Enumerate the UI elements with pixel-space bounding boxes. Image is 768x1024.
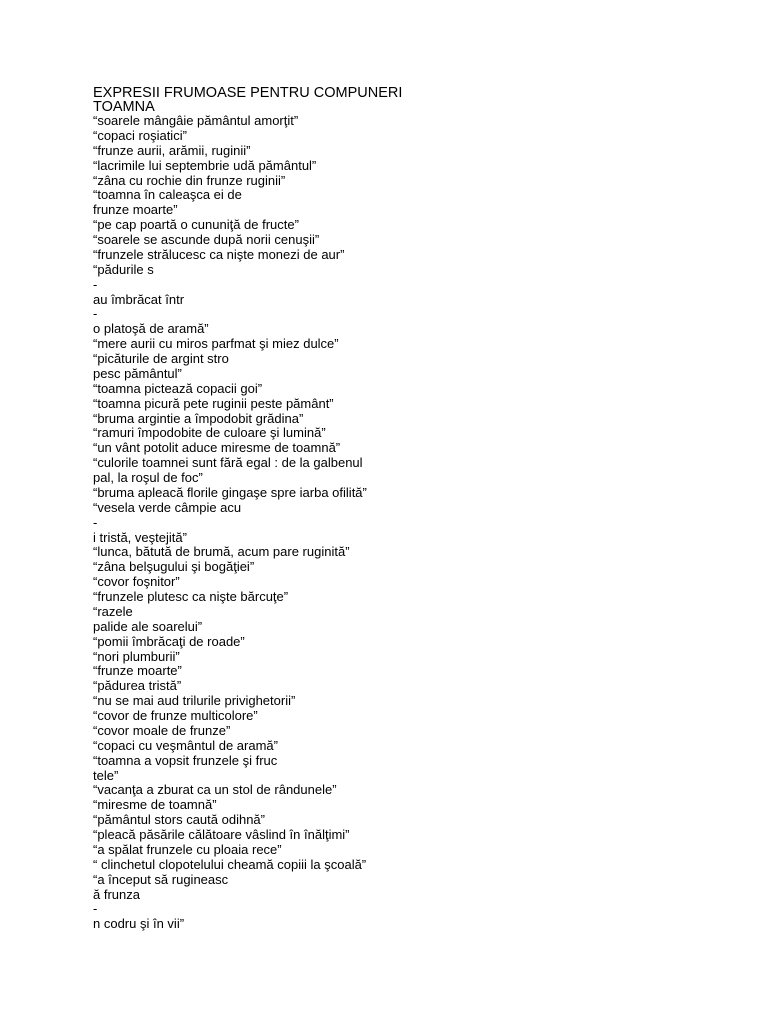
expression-line: palide ale soarelui”	[93, 618, 203, 634]
expression-line: “copaci cu veşmântul de aramă”	[93, 737, 278, 753]
expression-line: “pomii îmbrăcaţi de roade”	[93, 633, 245, 649]
expression-line: “covor moale de frunze”	[93, 722, 231, 738]
expression-line: “soarele se ascunde după norii cenuşii”	[93, 232, 320, 247]
expression-line: “pădurea tristă”	[93, 678, 182, 694]
document-title	[93, 86, 733, 114]
expression-line: “toamna picură pete ruginii peste pământ”	[93, 395, 334, 411]
expression-line: frunze moarte”	[93, 202, 178, 218]
expression-line: “copaci roşiatici”	[93, 127, 187, 143]
expression-list	[93, 114, 733, 932]
expression-line: “toamna pictează copacii goi”	[93, 380, 263, 396]
expression-line: “zâna cu rochie din frunze ruginii”	[93, 172, 286, 188]
document-page	[93, 86, 733, 932]
expression-line: “lacrimile lui septembrie udă pământul”	[93, 157, 317, 173]
expression-line: “bruma argintie a împodobit grădina”	[93, 410, 304, 426]
expression-line: “covor foşnitor”	[93, 574, 180, 590]
expression-line: “ramuri împodobite de culoare şi lumină”	[93, 425, 326, 441]
expression-line: “frunze moarte”	[93, 663, 182, 679]
expression-line: “frunzele plutesc ca nişte bărcuţe”	[93, 589, 289, 604]
expression-line: “pământul stors caută odihnă”	[93, 812, 265, 828]
expression-line: au îmbrăcat într	[93, 291, 185, 307]
expression-line: “pădurile s	[93, 261, 154, 277]
expression-line: “vesela verde câmpie acu	[93, 499, 242, 515]
expression-line: “frunze aurii, arămii, ruginii”	[93, 142, 251, 158]
expression-line: “lunca, bătută de brumă, acum pare ruginită”	[93, 544, 350, 560]
expression-line: “pleacă păsările călătoare vâslind în înălţimi”	[93, 827, 350, 842]
expression-line: -	[93, 514, 98, 530]
expression-line: -	[93, 276, 98, 292]
title-line: EXPRESII FRUMOASE PENTRU COMPUNERI	[93, 85, 403, 101]
expression-line: “toamna în caleaşca ei de	[93, 187, 242, 203]
expression-line: pesc pământul”	[93, 365, 182, 381]
expression-line: “razele	[93, 603, 133, 619]
expression-line: “a început să rugineasc	[93, 871, 229, 887]
expression-line: ă frunza	[93, 886, 140, 902]
expression-line: i tristă, veştejită”	[93, 529, 187, 545]
expression-line: “toamna a vopsit frunzele şi fruc	[93, 752, 278, 768]
expression-line: tele”	[93, 767, 119, 783]
title-line: TOAMNA	[93, 99, 155, 115]
expression-line: pal, la roşul de foc”	[93, 470, 203, 485]
expression-line: “mere aurii cu miros parfmat şi miez dulce”	[93, 336, 339, 352]
expression-line: “ clinchetul clopotelului cheamă copiii la şcoală”	[93, 856, 367, 872]
expression-line: n codru şi în vii”	[93, 916, 185, 932]
expression-line: “vacanţa a zburat ca un stol de rândunele”	[93, 782, 337, 798]
expression-line: “un vânt potolit aduce miresme de toamnă”	[93, 440, 341, 456]
expression-line: -	[93, 306, 98, 322]
expression-line: -	[93, 901, 98, 917]
expression-line: “culorile toamnei sunt fără egal : de la galbenul	[93, 455, 363, 471]
expression-line: “miresme de toamnă”	[93, 797, 217, 813]
expression-line: o platoşă de aramă”	[93, 321, 209, 337]
expression-line: “covor de frunze multicolore”	[93, 708, 258, 723]
expression-line: “nu se mai aud trilurile privighetorii”	[93, 693, 296, 709]
expression-line: “bruma apleacă florile gingaşe spre iarba ofilită”	[93, 484, 367, 500]
expression-line: “pe cap poartă o cununiţă de fructe”	[93, 217, 299, 233]
expression-line: “a spălat frunzele cu ploaia rece”	[93, 841, 282, 857]
expression-line: “frunzele strălucesc ca nişte monezi de aur”	[93, 246, 345, 262]
expression-line: “picăturile de argint stro	[93, 351, 229, 366]
expression-line: “zâna belşugului şi bogăţiei”	[93, 559, 255, 575]
expression-line: “soarele mângâie pământul amorţit”	[93, 113, 299, 128]
expression-line: “nori plumburii”	[93, 648, 180, 664]
